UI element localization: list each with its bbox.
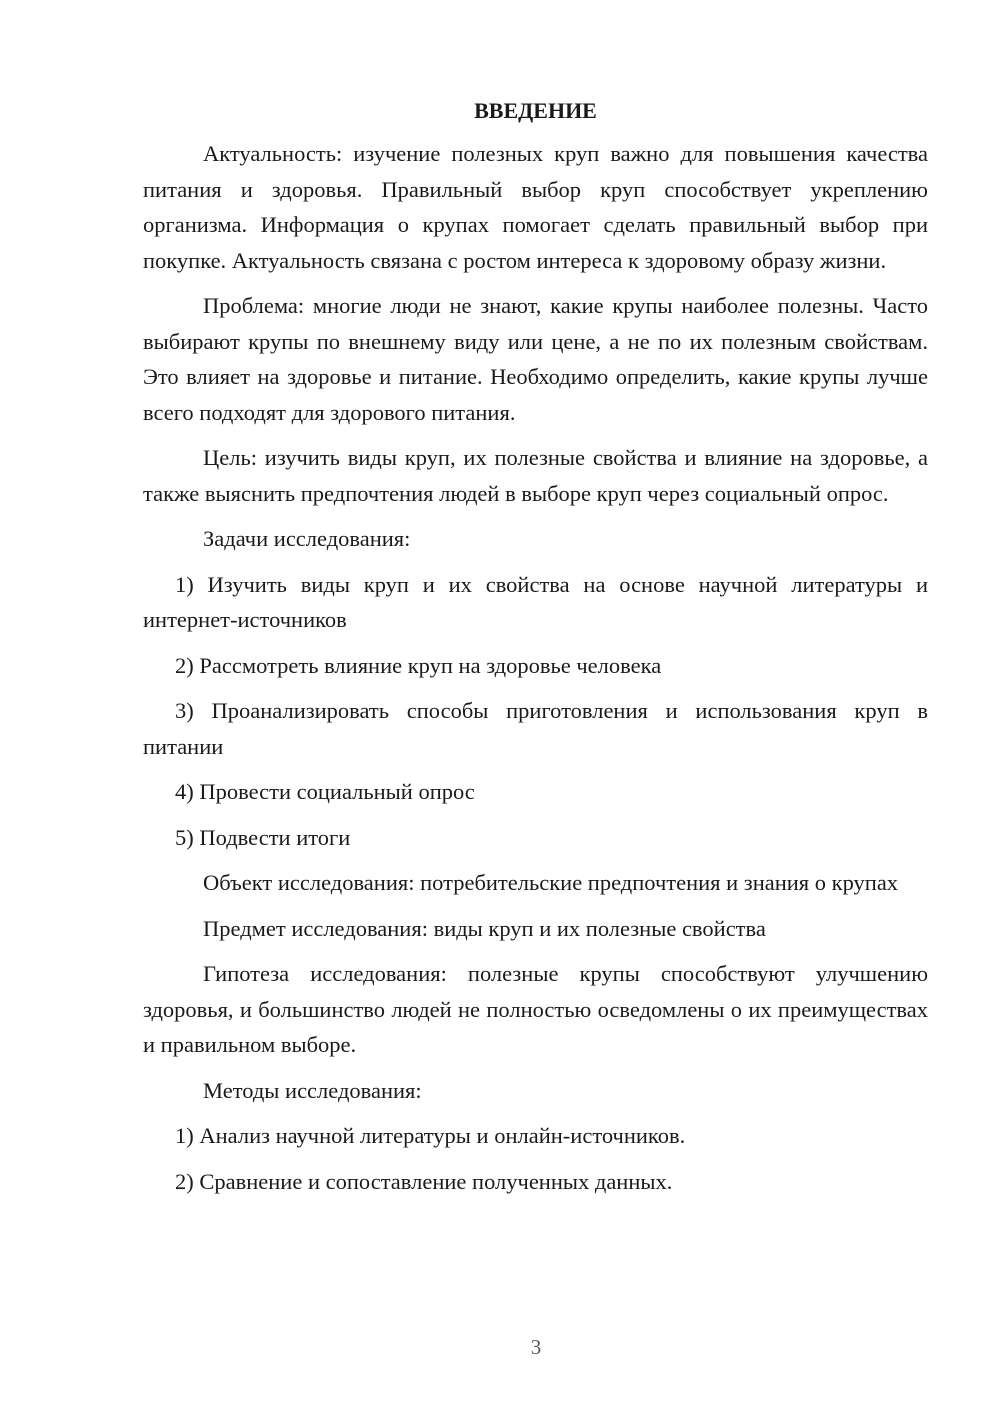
paragraph-goal: Цель: изучить виды круп, их полезные свойства и влияние на здоровье, а также выяснить предпочтения людей в выборе круп через социальный опрос.: [143, 445, 928, 506]
paragraph-problem: Проблема: многие люди не знают, какие крупы наиболее полезны. Часто выбирают крупы по внешнему виду или цене, а не по их полезным свойствам. Это влияет на здоровье и питание. Необходимо определить, какие крупы лучше всего подходят для здорового питания.: [143, 293, 928, 425]
paragraph-subject: Предмет исследования: виды круп и их полезные свойства: [203, 915, 766, 941]
method-item-2: 2) Сравнение и сопоставление полученных данных.: [175, 1168, 673, 1194]
task-item-3: 3) Проанализировать способы приготовления и использования круп в питании: [143, 698, 928, 759]
task-item-1: 1) Изучить виды круп и их свойства на основе научной литературы и интернет-источников: [143, 571, 928, 632]
method-item-1: 1) Анализ научной литературы и онлайн-источников.: [175, 1123, 686, 1148]
task-item-5: 5) Подвести итоги: [175, 824, 351, 850]
task-item-2: 2) Рассмотреть влияние круп на здоровье человека: [175, 652, 662, 678]
page-number: 3: [530, 1335, 542, 1359]
page-content: [143, 96, 928, 1199]
methods-heading: Методы исследования:: [203, 1077, 422, 1103]
paragraph-object: Объект исследования: потребительские предпочтения и знания о крупах: [203, 870, 899, 895]
paragraph-relevance: Актуальность: изучение полезных круп важно для повышения качества питания и здоровья. Правильный выбор круп способствует укреплению организма. Информация о крупах помогает сделать правильный выбор при покупке. Актуальность связана с ростом интереса к здоровому образу жизни.: [143, 141, 928, 273]
tasks-heading: Задачи исследования:: [203, 526, 411, 551]
task-item-4: 4) Провести социальный опрос: [175, 779, 475, 804]
paragraph-hypothesis: Гипотеза исследования: полезные крупы способствуют улучшению здоровья, и большинство людей не полностью осведомлены о их преимуществах и правильном выборе.: [143, 961, 928, 1057]
section-title: ВВЕДЕНИЕ: [474, 98, 597, 123]
